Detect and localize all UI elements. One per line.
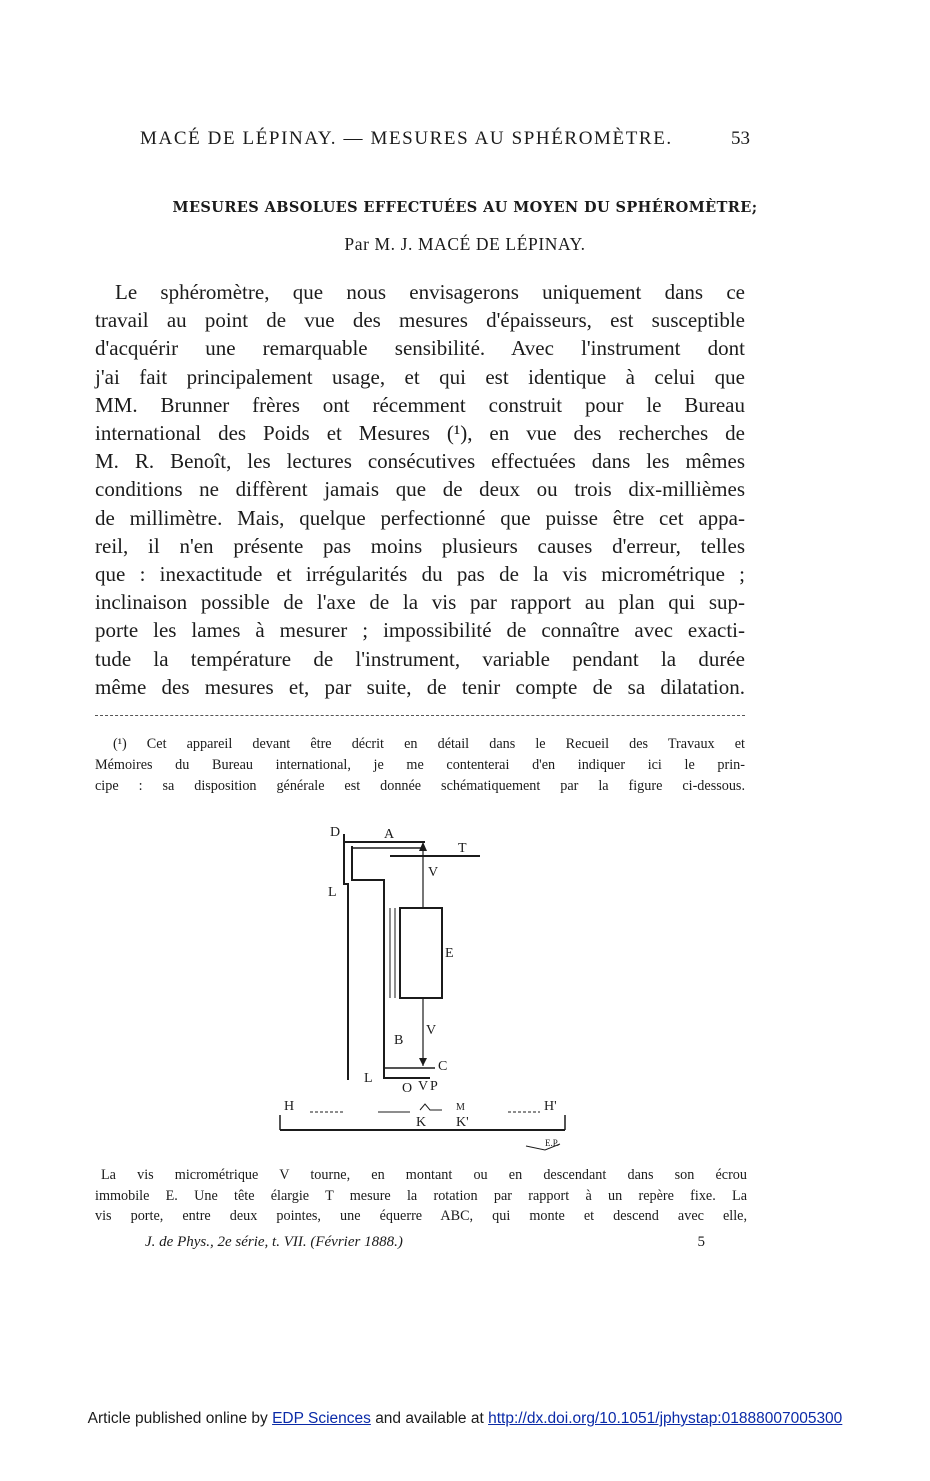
- footnote-line: (¹) Cet appareil devant être décrit en détail dans le Recueil des Travaux et: [113, 736, 745, 752]
- label-a: A: [384, 827, 395, 842]
- label-v-point: V: [418, 1079, 429, 1094]
- nut-e: [400, 908, 442, 998]
- body-line: Le sphéromètre, que nous envisagerons uniquement dans ce: [115, 280, 745, 304]
- label-m: M: [456, 1102, 465, 1113]
- footnote-line: cipe : sa disposition générale est donnée schématiquement par la figure ci-dessous.: [95, 778, 745, 794]
- caption-line: immobile E. Une tête élargie T mesure la rotation par rapport à un repère fixe. La: [95, 1187, 747, 1204]
- label-k: K: [416, 1115, 427, 1130]
- label-p: P: [430, 1079, 438, 1094]
- label-v-top: V: [428, 865, 439, 880]
- footer-prefix: Article published online by: [87, 1410, 268, 1427]
- label-o: O: [402, 1081, 413, 1096]
- label-t: T: [458, 841, 467, 856]
- body-line: M. R. Benoît, les lectures consécutives effectuées dans les mêmes: [95, 449, 745, 474]
- running-title: MACÉ DE LÉPINAY. — MESURES AU SPHÉROMÈTRE.: [140, 128, 673, 149]
- body-line: reil, il n'en présente pas moins plusieurs causes d'erreur, telles: [95, 533, 745, 558]
- body-line: que : inexactitude et irrégularités du pas de la vis micrométrique ;: [95, 562, 745, 587]
- frame-inner: [352, 846, 430, 1078]
- label-v-bottom: V: [426, 1023, 437, 1038]
- label-ep: E.P.: [545, 1138, 560, 1148]
- article-byline: Par M. J. MACÉ DE LÉPINAY.: [344, 234, 586, 254]
- figure-caption: [95, 1165, 747, 1227]
- label-h: H: [284, 1099, 295, 1114]
- body-paragraph: [95, 278, 745, 701]
- doi-link[interactable]: http://dx.doi.org/10.1051/jphystap:01888007005300: [488, 1410, 843, 1427]
- body-line: même des mesures et, par suite, de tenir compte de sa dilatation.: [95, 674, 745, 699]
- caption-line: vis porte, entre deux pointes, une équerre ABC, qui monte et descend avec elle,: [95, 1208, 747, 1224]
- signature-number: 5: [697, 1234, 705, 1250]
- publisher-footer: [0, 1410, 930, 1428]
- footnote: [95, 734, 745, 797]
- body-line: de millimètre. Mais, quelque perfectionné que puisse être cet appa-: [95, 505, 745, 530]
- caption-line: La vis micrométrique V tourne, en montant ou en descendant dans son écrou: [101, 1167, 747, 1183]
- body-line: travail au point de vue des mesures d'épaisseurs, est susceptible: [95, 308, 745, 333]
- footnote-rule: [95, 715, 745, 716]
- body-line: inclinaison possible de l'axe de la vis par rapport au plan qui sup-: [95, 590, 745, 615]
- running-head: [140, 128, 750, 150]
- label-c: C: [438, 1059, 448, 1074]
- frame-outer: [344, 834, 348, 1080]
- body-line: MM. Brunner frères ont récemment construit pour le Bureau: [95, 392, 745, 417]
- label-e: E: [445, 946, 454, 961]
- label-d: D: [330, 825, 341, 840]
- publisher-link[interactable]: EDP Sciences: [272, 1410, 371, 1427]
- label-b: B: [394, 1033, 404, 1048]
- label-l-bottom: L: [364, 1071, 373, 1086]
- body-line: conditions ne diffèrent jamais que de deux ou trois dix-millièmes: [95, 477, 745, 502]
- body-line: international des Poids et Mesures (¹), en vue des recherches de: [95, 421, 745, 446]
- footnote-line: Mémoires du Bureau international, je me contenterai d'en indiquer ici le prin-: [95, 757, 745, 773]
- article-title: MESURES ABSOLUES EFFECTUÉES AU MOYEN DU SPHÉROMÈTRE;: [172, 199, 758, 216]
- label-h-prime: H': [544, 1099, 557, 1114]
- body-line: tude la température de l'instrument, variable pendant la durée: [95, 646, 745, 671]
- publication-line: [145, 1234, 705, 1251]
- footer-middle: and available at: [375, 1410, 484, 1427]
- label-k-prime: K': [456, 1115, 469, 1130]
- journal-line: J. de Phys., 2e série, t. VII. (Février 1888.): [145, 1234, 403, 1250]
- body-line: d'acquérir une remarquable sensibilité. Avec l'instrument dont: [95, 336, 745, 361]
- label-l-top: L: [328, 885, 337, 900]
- page-number: 53: [731, 128, 750, 149]
- spherometer-figure: [270, 820, 590, 1155]
- body-line: porte les lames à mesurer ; impossibilité de connaître avec exacti-: [95, 618, 745, 643]
- body-line: j'ai fait principalement usage, et qui est identique à celui que: [95, 364, 745, 389]
